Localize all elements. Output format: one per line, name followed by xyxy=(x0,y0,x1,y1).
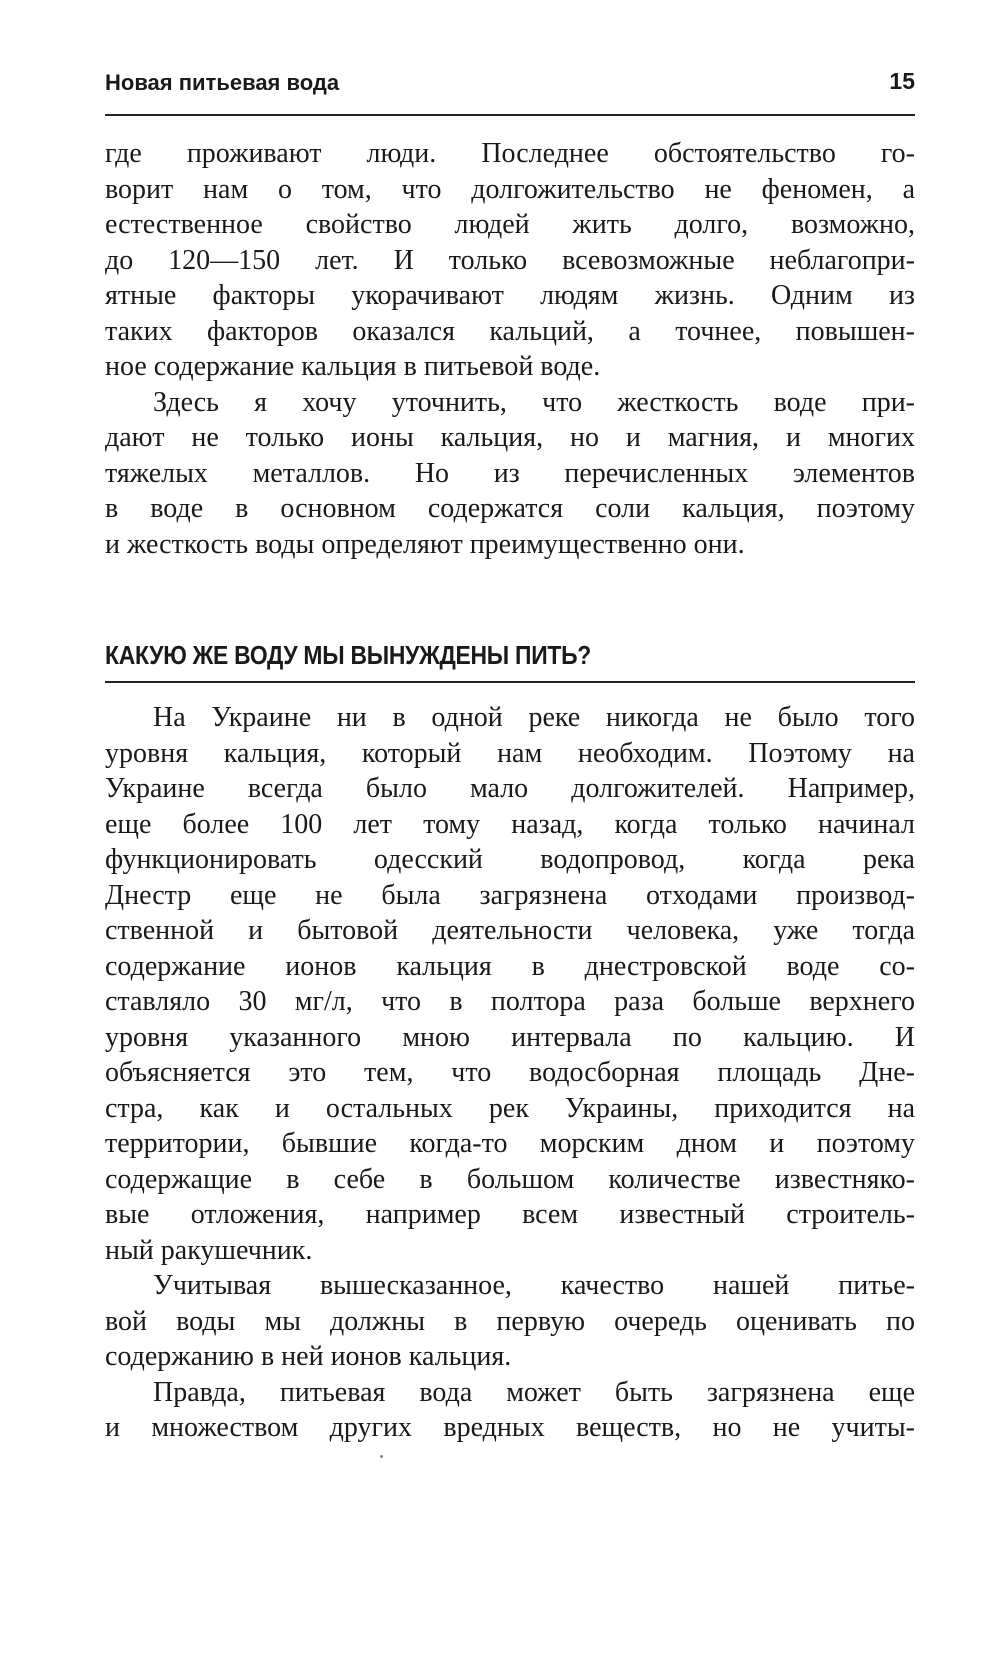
header-rule xyxy=(105,114,915,116)
text-line: Здесь я хочу уточнить, что жесткость воде при- xyxy=(153,386,915,418)
text-line: ятные факторы укорачивают людям жизнь. Одним из xyxy=(105,280,915,311)
text-line: дают не только ионы кальция, но и магния, и многих xyxy=(105,422,915,453)
paragraph xyxy=(105,1375,915,1446)
text-line: еще более 100 лет тому назад, когда только начинал xyxy=(105,808,915,840)
section-rule xyxy=(105,681,915,683)
paragraph xyxy=(105,385,915,563)
text-line: функционировать одесский водопровод, когда река xyxy=(105,844,915,875)
text-line: Украине всегда было мало долгожителей. Например, xyxy=(105,773,915,804)
text-line: уровня кальция, который нам необходим. Поэтому на xyxy=(105,737,915,769)
text-line: ставляло 30 мг/л, что в полтора раза больше верхнего xyxy=(105,986,915,1017)
text-line: вой воды мы должны в первую очередь оценивать по xyxy=(105,1305,915,1337)
text-line: объясняется это тем, что водосборная площадь Дне- xyxy=(105,1057,915,1088)
section-heading: КАКУЮ ЖЕ ВОДУ МЫ ВЫНУЖДЕНЫ ПИТЬ? xyxy=(105,640,591,670)
running-header xyxy=(105,64,915,104)
running-title: Новая питьевая вода xyxy=(105,70,340,95)
paragraph xyxy=(105,700,915,1268)
text-line: и множеством других вредных веществ, но не учиты- xyxy=(105,1412,915,1443)
page-number: 15 xyxy=(889,68,915,94)
text-line: ное содержание кальция в питьевой воде. xyxy=(105,351,601,382)
text-line: Днестр еще не была загрязнена отходами производ- xyxy=(105,879,915,911)
print-speck xyxy=(380,1455,383,1458)
text-line: уровня указанного мною интервала по кальцию. И xyxy=(105,1021,915,1053)
text-line: Правда, питьевая вода может быть загрязнена еще xyxy=(153,1376,915,1408)
text-line: территории, бывшие когда-то морским дном и поэтому xyxy=(105,1128,915,1159)
text-line: содержащие в себе в большом количестве известняко- xyxy=(105,1163,915,1195)
text-line: до 120—150 лет. И только всевозможные неблагопри- xyxy=(105,244,915,276)
text-line: и жесткость воды определяют преимущественно они. xyxy=(105,528,745,560)
text-line: тяжелых металлов. Но из перечисленных элементов xyxy=(105,457,915,489)
text-line: в воде в основном содержатся соли кальция, поэтому xyxy=(105,493,915,524)
text-line: вые отложения, например всем известный строитель- xyxy=(105,1199,915,1230)
paragraph xyxy=(105,136,915,385)
text-line: таких факторов оказался кальций, а точнее, повышен- xyxy=(105,315,915,347)
text-line: где проживают люди. Последнее обстоятельство го- xyxy=(105,138,915,169)
text-line: ворит нам о том, что долгожительство не феномен, а xyxy=(105,173,915,205)
text-line: содержанию в ней ионов кальция. xyxy=(105,1341,512,1372)
text-line: На Украине ни в одной реке никогда не было того xyxy=(153,702,915,733)
text-line: ный ракушечник. xyxy=(105,1234,313,1266)
text-line: содержание ионов кальция в днестровской воде со- xyxy=(105,950,915,982)
text-line: ственной и бытовой деятельности человека, уже тогда xyxy=(105,915,915,946)
text-line: естественное свойство людей жить долго, возможно, xyxy=(105,209,915,240)
paragraph xyxy=(105,1268,915,1375)
text-line: Учитывая вышесказанное, качество нашей питье- xyxy=(153,1270,915,1301)
text-line: стра, как и остальных рек Украины, приходится на xyxy=(105,1092,915,1124)
